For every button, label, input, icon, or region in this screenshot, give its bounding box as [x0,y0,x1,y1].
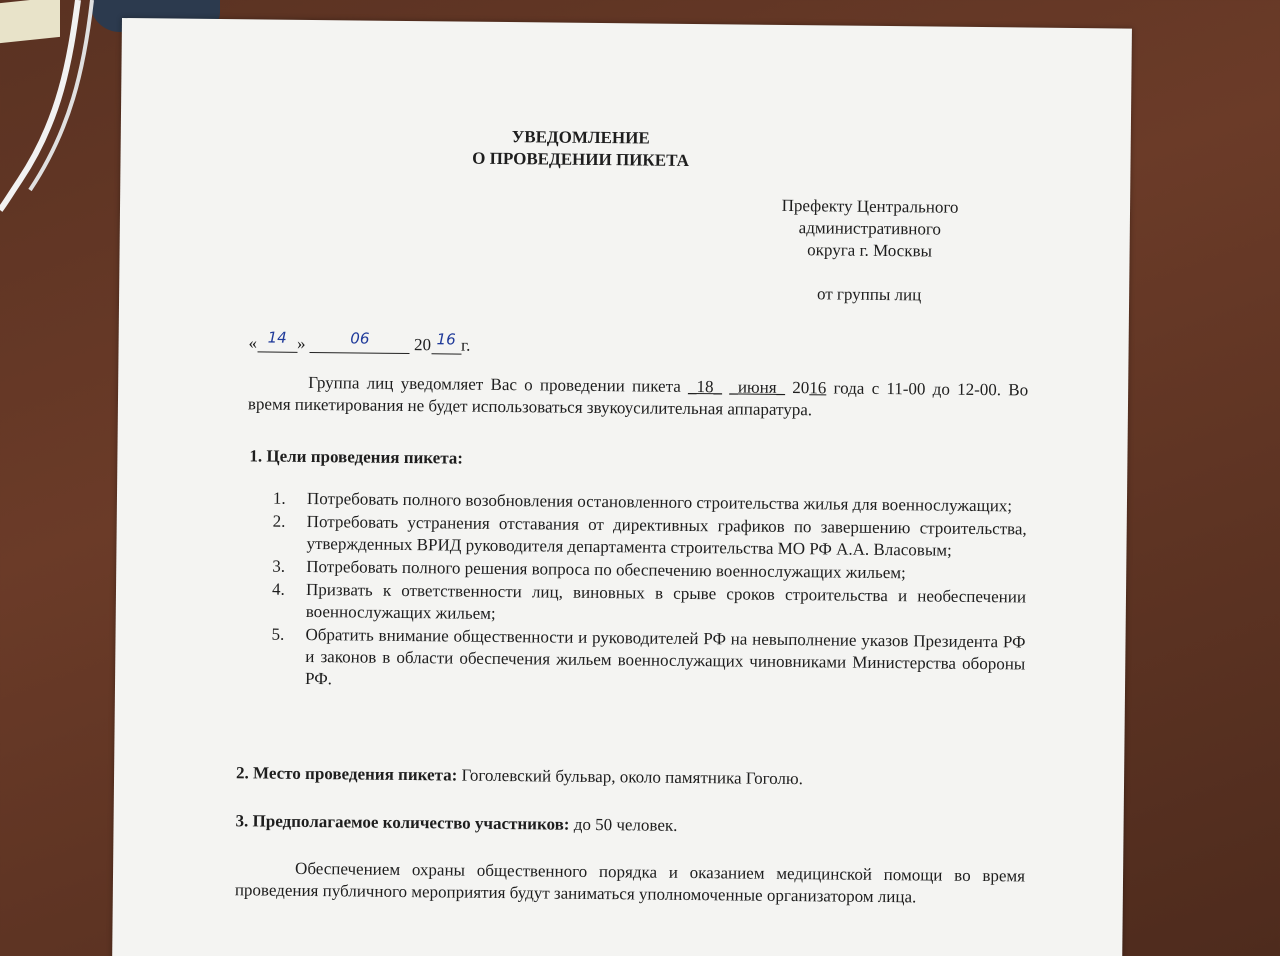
desk-paper-pad [0,0,60,43]
list-item: 4. Призвать к ответственности лиц, виновных в срыве сроков строительства и необеспечении военнослужащих жильем; [271,579,1027,623]
document-title [440,125,720,172]
handwritten-year: 16 [436,330,456,349]
addressee-block [719,194,1020,307]
addressee-line-1: Префекту Центрального [781,195,959,217]
section-2-label: 2. Место проведения пикета: [236,763,458,785]
section-3-value: до 50 человек. [569,814,678,835]
addressee-from: от группы лиц [816,284,922,305]
document-sheet [112,18,1132,956]
list-item: 3. Потребовать полного решения вопроса по обеспечению военнослужащих жильем; [272,556,906,583]
picket-month: _июня_ [729,377,786,397]
date-year-field [431,330,461,354]
date-day-field [257,328,297,352]
picket-day: _18_ [688,376,723,397]
title-line-2: О ПРОВЕДЕНИИ ПИКЕТА [472,148,689,170]
section-2-place [236,763,803,789]
list-item: 5. Обратить внимание общественности и руководителей РФ на невыполнение указов Президента РФ и законов в области обеспечения жильем военнослужащих чиновниками Министерства обороны РФ. [271,624,1026,689]
handwritten-day: 14 [267,328,287,347]
section-3-count [235,811,677,836]
closing-paragraph: Обеспечением охраны общественного порядка и оказанием медицинской помощи во время проведения публичного мероприятия будут заниматься уполномоченные организатором лица. [234,858,1026,907]
title-line-1: УВЕДОМЛЕНИЕ [511,127,650,148]
section-1-heading: 1. Цели проведения пикета: [249,446,464,468]
date-close-quote: » [297,333,306,353]
picket-year: 16 [809,378,827,398]
date-line [248,328,471,355]
handwritten-month: 06 [350,329,370,348]
list-item: 2. Потребовать устранения отставания от директивных графиков по завершению строительства, утвержденных ВРИД руководителя департамента строительства МО РФ А.А. Власовым; [272,511,1027,560]
goals-list [255,487,1027,698]
section-3-label: 3. Предполагаемое количество участников: [235,811,570,834]
intro-paragraph: Группа лиц уведомляет Вас о проведении пикета _18_ _июня_ 2016 года с 11-00 до 12-00. Во время пикетирования не будет использоваться звукоусилительная аппаратура. [247,372,1029,420]
addressee-line-2: административного [798,218,942,239]
date-year-prefix: 20 [413,335,432,355]
addressee-line-3: округа г. Москвы [807,240,933,261]
list-item: 1. Потребовать полного возобновления остановленного строительства жилья для военнослужащих; [272,488,1013,516]
date-year-unit: г. [460,335,471,355]
date-open-quote: « [248,333,258,353]
date-month-field [310,329,410,354]
section-2-value: Гоголевский бульвар, около памятника Гоголю. [457,765,804,789]
